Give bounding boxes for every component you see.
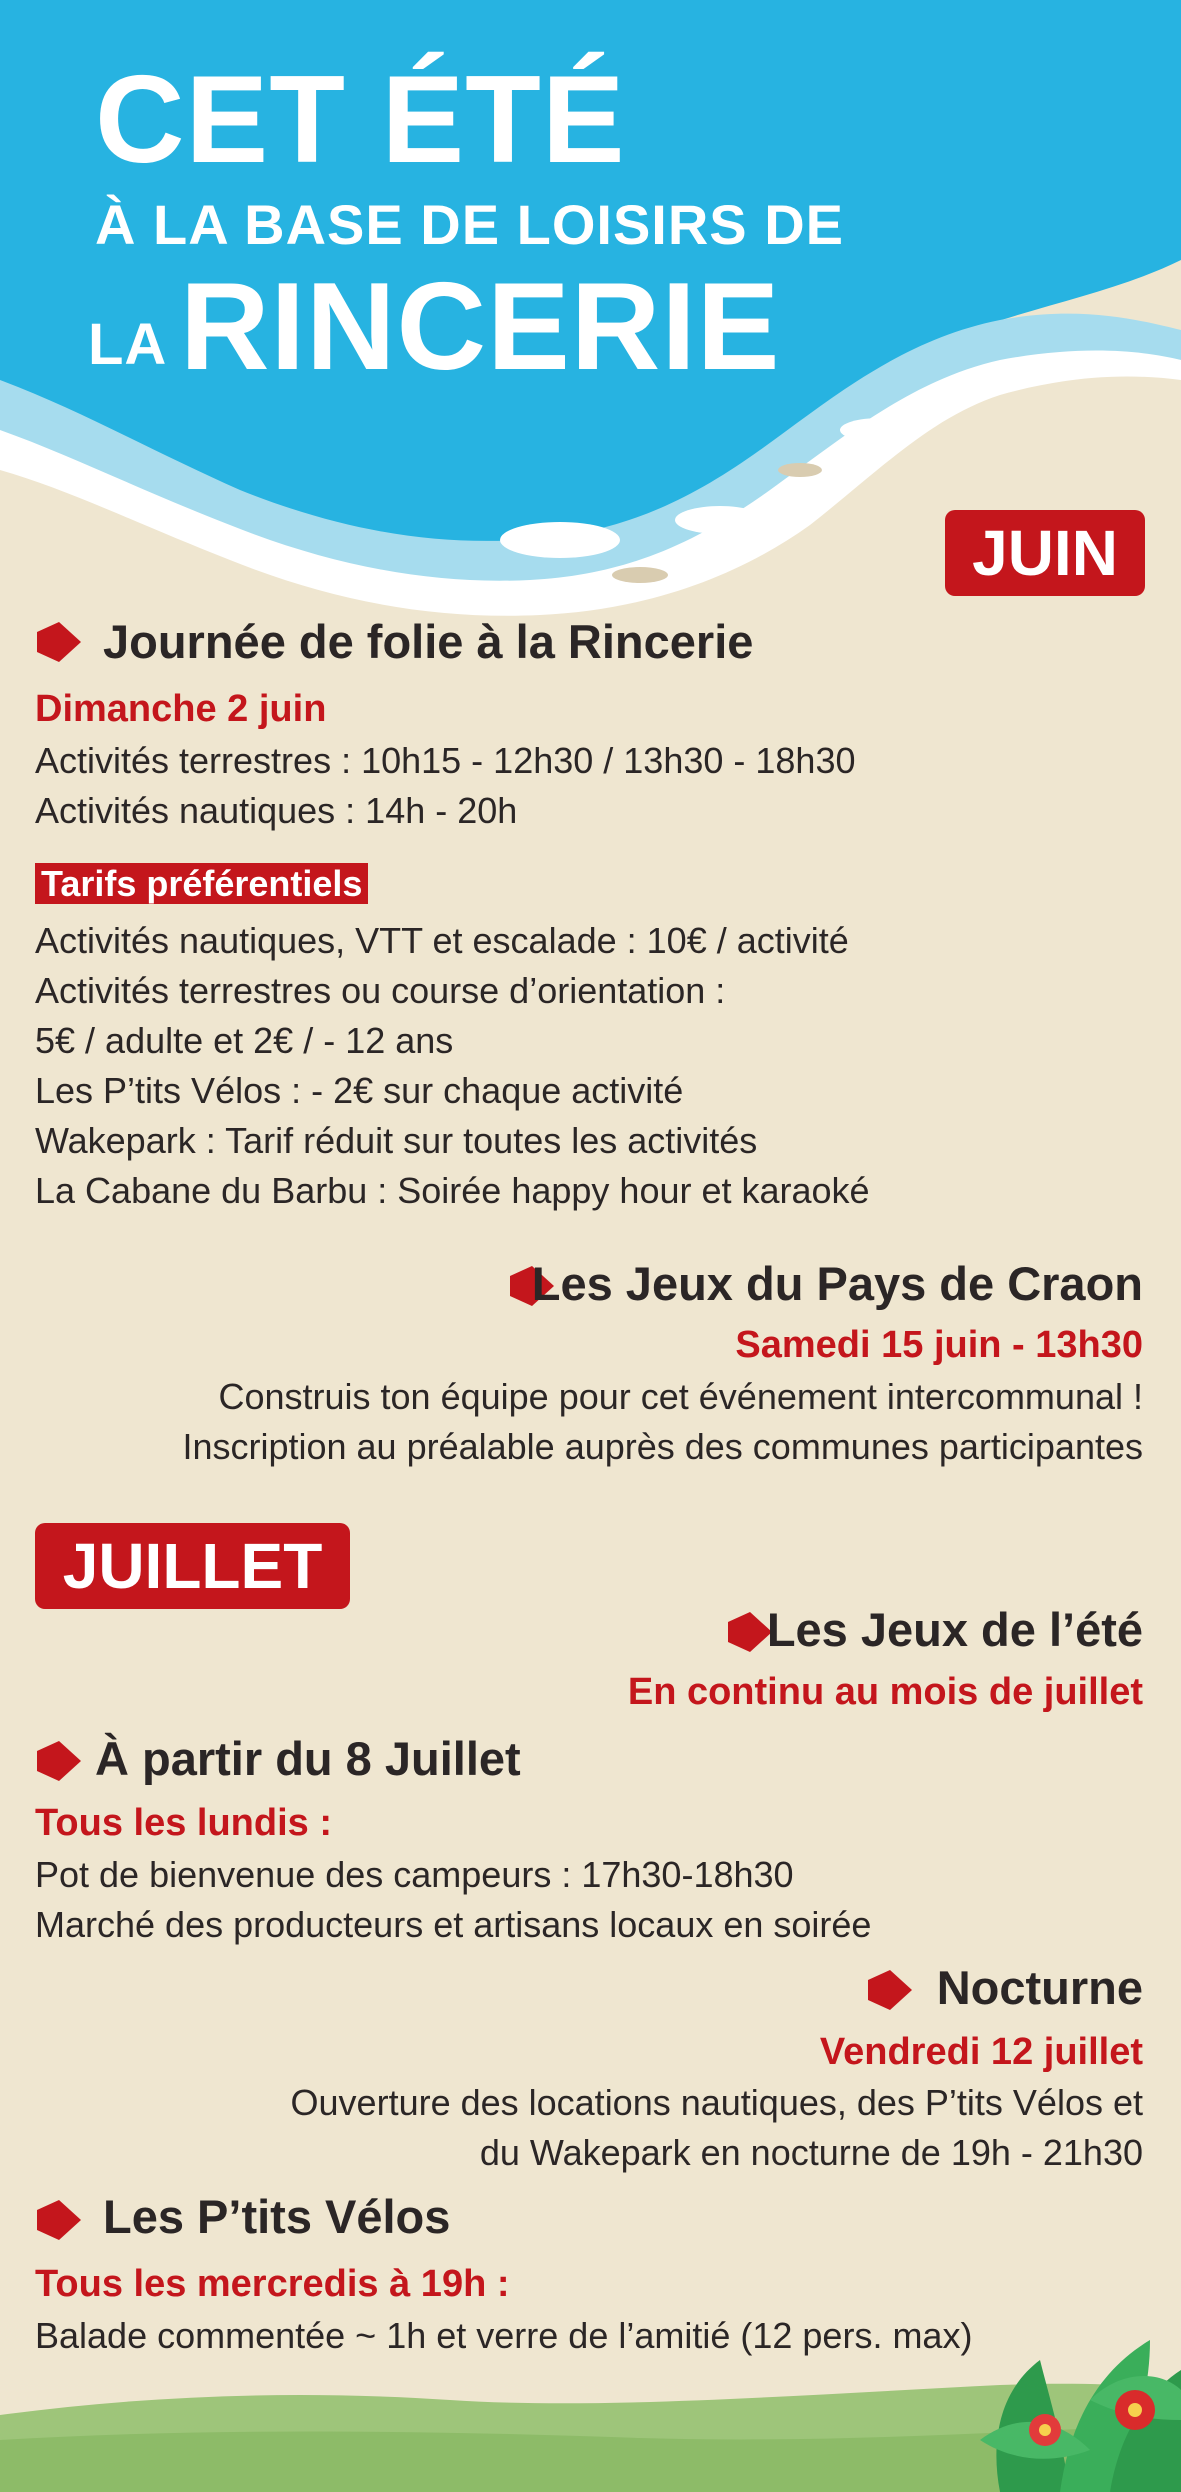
tarif-line: La Cabane du Barbu : Soirée happy hour et karaoké [35,1170,870,1211]
event-date: Vendredi 12 juillet [819,2031,1143,2073]
tarif-line: Activités terrestres ou course d’orientation : [35,970,726,1011]
event-line: Ouverture des locations nautiques, des P’tits Vélos et [290,2082,1143,2123]
event-line: Balade commentée ~ 1h et verre de l’amitié (12 pers. max) [35,2315,973,2356]
event-title: Les Jeux du Pays de Craon [531,1257,1143,1310]
event-date: Tous les mercredis à 19h : [35,2263,510,2305]
event-title: À partir du 8 Juillet [95,1732,521,1785]
event-title: Journée de folie à la Rincerie [103,615,754,668]
month-badge-juillet: JUILLET [35,1523,350,1609]
title-line-2: À LA BASE DE LOISIRS DE [95,193,845,256]
event-title: Les Jeux de l’été [766,1603,1143,1656]
title-line-3-main: RINCERIE [180,258,781,396]
event-line: Construis ton équipe pour cet événement intercommunal ! [218,1376,1143,1417]
tarif-line: Wakepark : Tarif réduit sur toutes les activités [35,1120,758,1161]
event-line: du Wakepark en nocturne de 19h - 21h30 [479,2132,1143,2173]
title-line-1: CET ÉTÉ [95,51,626,189]
arrow-icon [35,2196,83,2244]
title-line-3-prefix: LA [88,312,168,377]
event-line: Activités terrestres : 10h15 - 12h30 / 13h30 - 18h30 [35,740,856,781]
event-line: Inscription au préalable auprès des communes participantes [182,1426,1143,1467]
month-badge-juin: JUIN [945,510,1145,596]
event-title: Nocturne [936,1961,1143,2014]
tarif-line: Activités nautiques, VTT et escalade : 10€ / activité [35,920,849,961]
event-date: Tous les lundis : [35,1802,332,1844]
event-line: Activités nautiques : 14h - 20h [35,790,518,831]
event-date: Dimanche 2 juin [35,688,327,730]
tarif-line: 5€ / adulte et 2€ / - 12 ans [35,1020,454,1061]
tarifs-badge: Tarifs préférentiels [35,863,368,904]
arrow-icon [35,618,83,666]
event-date: En continu au mois de juillet [627,1671,1143,1713]
event-line: Marché des producteurs et artisans locaux en soirée [35,1904,872,1945]
event-title: Les P’tits Vélos [103,2190,451,2243]
arrow-icon [35,1737,83,1785]
event-line: Pot de bienvenue des campeurs : 17h30-18h30 [35,1854,794,1895]
arrow-icon [866,1966,914,2014]
event-date: Samedi 15 juin - 13h30 [735,1324,1143,1366]
tarif-line: Les P’tits Vélos : - 2€ sur chaque activité [35,1070,684,1111]
